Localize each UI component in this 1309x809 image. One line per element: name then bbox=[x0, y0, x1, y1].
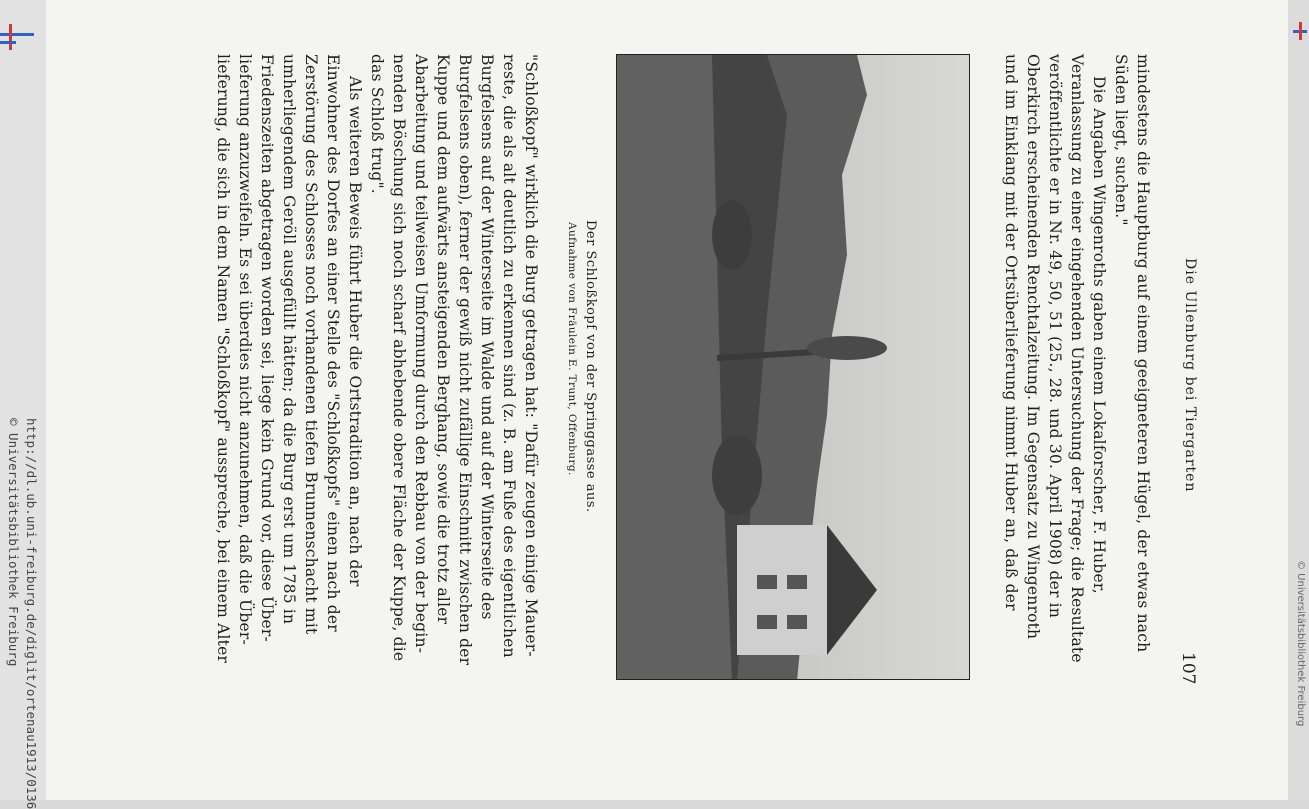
text-line: Die Angaben Wingenroths gaben einem Lokalforscher, F. Huber, bbox=[1090, 76, 1108, 594]
page-number: 107 bbox=[1178, 652, 1198, 685]
text-line: lieferung anzuzweifeln. Es sei überdies nicht anzunehmen, daß die Über- bbox=[236, 54, 254, 645]
watermark-url[interactable]: http://dl.ub.uni-freiburg.de/diglit/ortenau1913/0136 bbox=[24, 418, 39, 809]
text-line: Süden liegt, suchen." bbox=[1112, 54, 1130, 226]
text-line: mindestens die Hauptburg auf einem geeigneteren Hügel, der etwas nach bbox=[1134, 54, 1152, 653]
figure-credit: Aufnahme von Fräulein E. Trunt, Offenburg. bbox=[566, 222, 578, 476]
running-title: Die Ullenburg bei Tiergarten bbox=[1182, 258, 1198, 493]
text-line: lieferung, die sich in dem Namen "Schloßkopf" ausspreche, bei einem Alter bbox=[214, 54, 232, 664]
digitization-watermark bbox=[4, 418, 40, 809]
right-edge-copyright: © Universitätsbibliothek Freiburg bbox=[1295, 560, 1306, 727]
text-line: nenden Böschung sich noch scharf abhebende obere Fläche der Kuppe, die bbox=[390, 54, 408, 662]
text-line: das Schloß trug". bbox=[368, 54, 386, 194]
watermark-copyright: © Universitätsbibliothek Freiburg bbox=[6, 418, 21, 667]
text-line: Zerstörung des Schlosses noch vorhandenen tiefen Brunnenschacht mit bbox=[302, 54, 320, 635]
text-line: Burgfelsens oben), ferner der gewiß nicht zufällige Einschnitt zwischen der bbox=[456, 54, 474, 666]
text-line: und im Einklang mit der Ortsüberlieferung nimmt Huber an, daß der bbox=[1002, 54, 1020, 611]
photograph-schlosskopf bbox=[616, 54, 970, 680]
text-line: reste, die als alt deutlich zu erkennen sind (z. B. am Fuße des eigentlichen bbox=[500, 54, 518, 658]
text-line: veröffentlichte er in Nr. 49, 50, 51 (25., 28. und 30. April 1908) der in bbox=[1046, 54, 1064, 619]
text-line: Einwohner des Dorfes an einer Stelle des "Schloßkopfs" einen nach der bbox=[324, 54, 342, 632]
text-line: Kuppe und dem aufwärts ansteigenden Berghang, sowie die trotz aller bbox=[434, 54, 452, 625]
text-line: umherliegendem Geröll ausgefüllt hätten; da die Burg erst um 1785 in bbox=[280, 54, 298, 625]
text-line: "Schloßkopf" wirklich die Burg getragen hat: "Dafür zeugen einige Mauer- bbox=[522, 54, 540, 657]
text-line: Als weiteren Beweis führt Huber die Ortstradition an, nach der bbox=[346, 76, 364, 587]
registration-mark-right bbox=[1293, 22, 1307, 42]
text-line: Abarbeitung und teilweisen Umformung durch den Rebbau von der begin- bbox=[412, 54, 430, 654]
text-line: Veranlassung zu einer eingehenden Untersuchung der Frage; die Resultate bbox=[1068, 54, 1086, 663]
text-line: Friedenszeiten abgetragen worden sei, liege kein Grund vor, diese Über- bbox=[258, 54, 276, 642]
text-line: Oberkirch erscheinenden Renchtalzeitung. Im Gegensatz zu Wingenroth bbox=[1024, 54, 1042, 640]
figure-caption: Der Schloßkopf von der Springgasse aus. bbox=[583, 220, 598, 513]
registration-mark-left bbox=[0, 24, 36, 52]
text-line: Burgfelsens auf der Winterseite im Walde und auf der Winterseite des bbox=[478, 54, 496, 620]
